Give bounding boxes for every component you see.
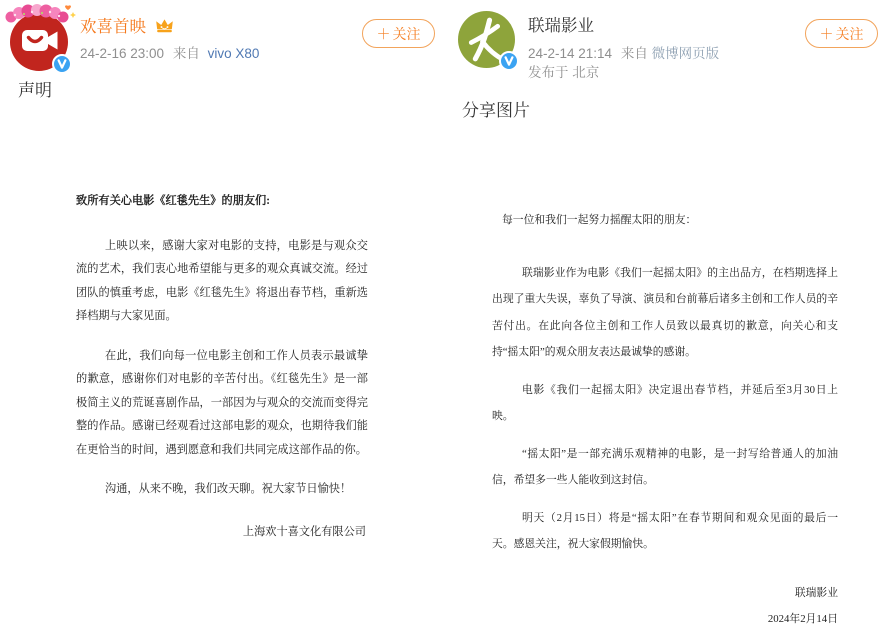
letter-paragraph: 明天（2月15日）将是“摇太阳”在春节期间和观众见面的最后一天。感恩关注，祝大家假期愉快。: [492, 511, 838, 550]
letter-paragraph: 电影《我们一起摇太阳》决定退出春节档，并延后至3月30日上映。: [492, 383, 838, 422]
follow-label: 关注: [392, 25, 421, 42]
statement-image-lianrui[interactable]: [492, 207, 838, 633]
post-meta: [80, 44, 259, 63]
verified-badge-icon: [499, 51, 519, 71]
letter-paragraph: 沟通，从来不晚，我们改天聊。祝大家节日愉快！: [105, 483, 352, 495]
letter-date: 2024年2月14日: [767, 613, 838, 625]
post-text: 分享图片: [462, 101, 530, 120]
avatar[interactable]: [458, 11, 515, 68]
post-timestamp: 24-2-14 21:14: [528, 46, 613, 61]
letter-title: 每一位和我们一起努力摇醒太阳的朋友：: [502, 214, 697, 226]
letter-paragraph: 上映以来，感谢大家对电影的支持，电影是与观众交流的艺术，我们衷心地希望能与更多的观众真诚交流。经过团队的慎重考虑，电影《红毯先生》将退出春节档，重新选择档期与大家见面。: [76, 239, 368, 322]
verified-badge-icon: [52, 54, 72, 74]
letter-paragraph: 在此，我们向每一位电影主创和工作人员表示最诚挚的歉意，感谢你们对电影的辛苦付出。《红毯先生》是一部极简主义的荒诞喜剧作品，一部因为与观众的交流而变得完整的作品。感谢已经观看过这部电影的观众，也期待我们能在更恰当的时间，遇到愿意和我们共同完成这部作品的你。: [76, 349, 368, 456]
letter-signature: 上海欢十喜文化有限公司: [242, 525, 366, 538]
user-name[interactable]: 欢喜首映: [80, 18, 146, 36]
follow-label: 关注: [835, 25, 864, 42]
post-location: 发布于 北京: [528, 65, 600, 80]
post-timestamp: 24-2-16 23:00: [80, 46, 165, 61]
post-text: 声明: [18, 81, 52, 100]
avatar[interactable]: [10, 13, 68, 71]
user-name[interactable]: 联瑞影业: [528, 17, 594, 35]
post-meta: [528, 44, 719, 63]
letter-paragraph: 联瑞影业作为电影《我们一起摇太阳》的主出品方，在档期选择上出现了重大失误，辜负了导演、演员和台前幕后诸多主创和工作人员的辛苦付出。在此向各位主创和工作人员致以最真切的歉意，向关心和支持“摇太阳”的观众朋友表达最诚挚的感谢。: [492, 266, 838, 358]
follow-button[interactable]: [805, 19, 878, 48]
follow-button[interactable]: [362, 19, 435, 48]
plus-icon: ＋: [376, 25, 391, 42]
user-name-row: [528, 16, 594, 36]
source-prefix: 来自: [172, 46, 200, 61]
user-name-row: [80, 17, 174, 37]
source-prefix: 来自: [620, 46, 648, 61]
letter-title: 致所有关心电影《红毯先生》的朋友们:: [76, 195, 270, 207]
vip-crown-icon: [155, 18, 174, 34]
letter-paragraph: “摇太阳”是一部充满乐观精神的电影，是一封写给普通人的加油信，希望多一些人能收到这封信。: [492, 447, 838, 486]
post-source-link[interactable]: 微博网页版: [651, 46, 720, 61]
statement-image-huanxi[interactable]: [76, 190, 368, 544]
letter-signature: 联瑞影业: [794, 586, 838, 599]
plus-icon: ＋: [819, 25, 834, 42]
post-source-link[interactable]: vivo X80: [207, 46, 260, 61]
